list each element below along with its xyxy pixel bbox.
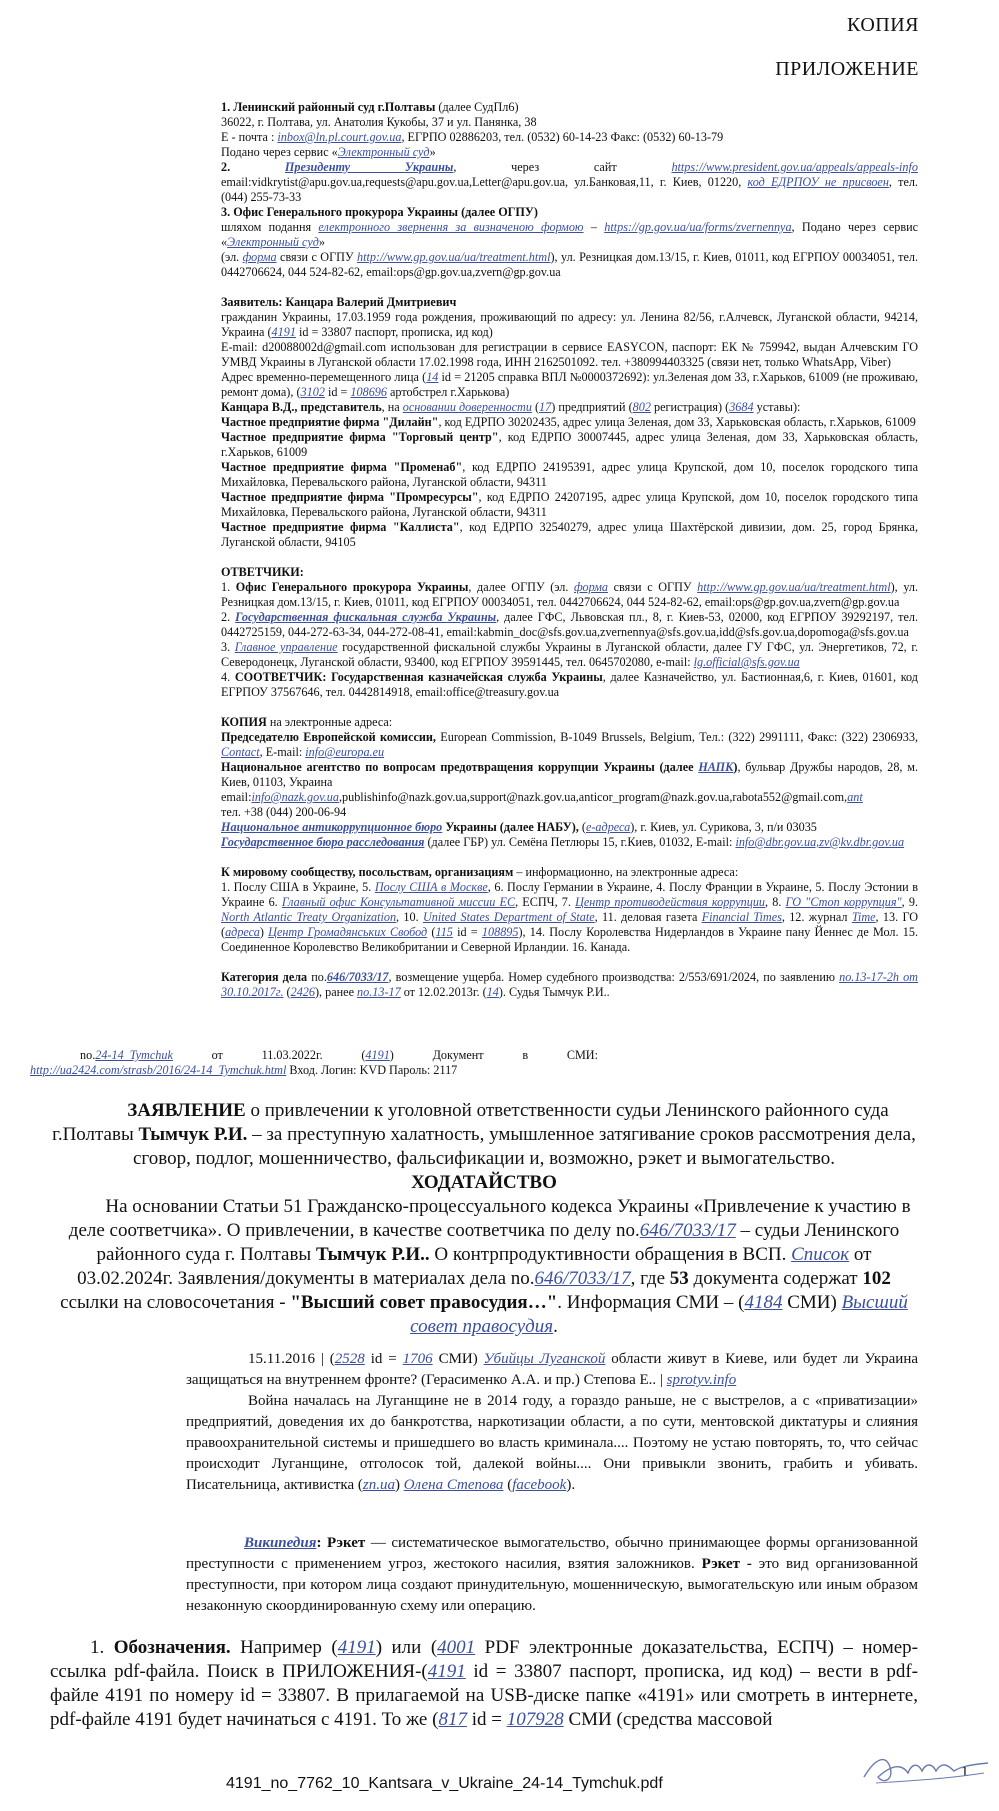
applicant-title: Заявитель: Канцара Валерий Дмитриевич — [221, 295, 457, 309]
media-url-line: http://ua2424.com/strasb/2016/24-14_Tymchuk.html Вход. Логин: KVD Пароль: 2117 — [30, 1063, 458, 1077]
quote-lugansk-header: 15.11.2016 | (2528 id = 1706 СМИ) Убийцы Луганской области живут в Киеве, или будет ли Украина защищаться на внутреннем фронте? (Герасименко А.А. и пр.) Степова Е.. | sprotyv.info — [186, 1351, 919, 1388]
page-number: 1 — [961, 1764, 969, 1780]
gfs-link[interactable]: Государственная фискальная служба Украины — [235, 610, 497, 624]
gu-gfs-email-link[interactable]: lg.official@sfs.gov.ua — [693, 655, 800, 669]
world-list: 1. Послу США в Украине, 5. Послу США в Москве, 6. Послу Германии в Украине, 4. Послу Франции в Украине, 5. Послу Эстонии в Украине 6. Главный офис Консультативной миссии ЕС, ЕСПЧ, 7. Центр противодействия коррупции, 8. ГО "Стоп коррупция", 9. North Atlantic Treaty Organization, 10. United States Department of State, 11. деловая газета Financial Times, 12. журнал Time, 13. ГО (адреса) Центр Громадянських Свобод (115 id = 108895), 14. Послу Королевства Нидерландов в Украине пану Йеннес де Мол. 15. Соединенное Королевство Великобритании и Северной Ирландии. 16. Канада. — [221, 880, 919, 954]
ref-4191-link-2[interactable]: 4191 — [365, 1048, 390, 1062]
ogpu-contacts: (эл. форма связи с ОГПУ http://www.gp.gov.ua/ua/treatment.html), ул. Резницкая дом.13/15, г. Киев, 01011, код ЕГРПОУ 00034051, тел. 0442706624, 044 524-82-62, email:ops@gp.gov.ua,zvern@gp.gov.ua — [221, 250, 919, 279]
stop-corruption-link[interactable]: ГО "Стоп коррупция" — [785, 895, 902, 909]
copy-stamp: КОПИЯ — [846, 14, 919, 36]
president-block: 2. Президенту Украины, через сайт https://www.president.gov.ua/appeals/appeals-info email:vidkrytist@apu.gov.ua,requests@apu.gov.ua,Letter@apu.gov.ua, ул.Банковая,11, г. Киев, 01220, код ЕДРПОУ не присвоен, тел. (044) 255-73-33 — [221, 160, 918, 204]
petition-heading: ХОДАТАЙСТВО — [411, 1172, 557, 1193]
napk-link[interactable]: НАПК — [698, 760, 734, 774]
footer-filename: 4191_no_7762_10_Kantsara_v_Ukraine_24-14_Tymchuk.pdf — [226, 1775, 663, 1792]
facebook-link[interactable]: facebook — [512, 1477, 567, 1493]
ref-817-link[interactable]: 817 — [438, 1709, 467, 1730]
financial-times-link[interactable]: Financial Times — [701, 910, 782, 924]
ref-108696-link[interactable]: 108696 — [350, 385, 387, 399]
ogpu-el-form-link[interactable]: форма — [242, 250, 277, 264]
quote-lugansk — [186, 1349, 918, 1496]
designations-section — [50, 1636, 918, 1732]
defendant-1: 1. Офис Генерального прокурора Украины, далее ОГПУ (эл. форма связи с ОГПУ http://www.gp.gov.ua/ua/treatment.html), ул. Резницкая дом.13/15, г. Киев, 01011, код ЕГРПОУ 00034051, тел. 0442706624, 044 524-82-62, email:ops@gp.gov.ua,zvern@gp.gov.ua — [221, 580, 919, 609]
ref-2426-link[interactable]: 2426 — [290, 985, 315, 999]
court-contacts: E - почта : inbox@ln.pl.court.gov.ua, ЕГРПО 02886203, тел. (0532) 60-14-23 Факс: (0532) 60-13-79 — [221, 130, 724, 144]
defendant-4: 4. СООТВЕТЧИК: Государственная казначейская служба Украины, далее Казначейство, ул. Бастионная,6, г. Киев, 01601, код ЕГРПОУ 37567646, тел. 0442814918, email:office@treasury.gov.ua — [221, 670, 918, 699]
representative-line: Канцара В.Д., представитель, на основании доверенности (17) предприятий (802 регистрация) (3684 уставы): — [221, 400, 801, 414]
olena-stepova-link[interactable]: Олена Степова — [403, 1477, 504, 1493]
copy-napk-email: email:info@nazk.gov.ua,publishinfo@nazk.gov.ua,support@nazk.gov.ua,anticor_program@nazk.gov.ua,rabota552@gmail.com,ant — [221, 790, 863, 804]
napk-email-link[interactable]: info@nazk.gov.ua — [251, 790, 339, 804]
president-site-link[interactable]: https://www.president.gov.ua/appeals/appeals-info — [671, 160, 918, 174]
case-category: Категория дела по.646/7033/17, возмещение ущерба. Номер судебного производства: 2/553/691/2024, по заявлению no.13-17-2h от 30.10.2017г. (2426), ранее no.13-17 от 12.02.2013г. (14). Судья Тымчук Р.И.. — [221, 970, 918, 999]
e-court-link[interactable]: Электронный суд — [337, 145, 430, 159]
court-address: 36022, г. Полтава, ул. Анатолия Кукобы, 37 и ул. Панянка, 38 — [221, 115, 537, 129]
firm-4: Частное предприятие фирма "Промресурсы", код ЕДРПО 24207195, адрес улица Крупской, дом 10, поселок городского типа Михайловка, Перевальского района, Луганской области, 94311 — [221, 490, 918, 519]
ref-2528-link[interactable]: 2528 — [334, 1351, 365, 1367]
defendant-2: 2. Государственная фискальная служба Украины, далее ГФС, Львовская пл., 8, г. Киев-53, 02000, код ЕГРПОУ 39292197, тел. 0442725159, 044-272-63-34, 044-272-08-41, email:kabmin_doc@sfs.gov.ua,zvernennya@sfs.gov.ua,idd@sfs.gov.ua,dopomoga@sfs.gov.ua — [221, 610, 918, 639]
copy-title: КОПИЯ на электронные адреса: — [221, 715, 393, 729]
case-646-link-2[interactable]: 646/7033/17 — [639, 1220, 736, 1241]
list-link[interactable]: Список — [791, 1244, 850, 1265]
ogpu-form-link[interactable]: електронного звернення за визначеною формою — [318, 220, 584, 234]
us-moscow-link[interactable]: Послу США в Москве — [374, 880, 488, 894]
nabu-addresses-link[interactable]: e-адреса — [585, 820, 631, 834]
ogpu-treatment-url[interactable]: http://www.gp.gov.ua/ua/treatment.html — [357, 250, 551, 264]
designations-text: 1. Обозначения. Например (4191) или (4001 PDF электронные доказательства, ЕСПЧ) – номер-ссылка pdf-файла. Поиск в ПРИЛОЖЕНИЯ-(4191 id = 33807 паспорт, прописка, ид код) – вести в pdf-файле 4191 по номеру id = 33807. В прилагаемой на USB-диске папке «4191» или смотреть в интернете, pdf-файле 4191 будет начинаться с 4191. То же (817 id = 107928 СМИ (средства массовой — [50, 1637, 918, 1730]
zn-ua-link[interactable]: zn.ua — [362, 1477, 395, 1493]
ref-14-link[interactable]: 14 — [426, 370, 439, 384]
gu-gfs-link[interactable]: Главное управление — [234, 640, 338, 654]
appendix-title: ПРИЛОЖЕНИЕ — [775, 58, 919, 80]
ref-14-link-2[interactable]: 14 — [486, 985, 499, 999]
claim-13-17-2h-link[interactable]: no.13-17-2h от 30.10.2017г. — [221, 970, 918, 999]
ogpu-service-link[interactable]: Электронный суд — [227, 235, 319, 249]
case-646-link-3[interactable]: 646/7033/17 — [534, 1268, 631, 1289]
ref-3102-link[interactable]: 3102 — [300, 385, 325, 399]
tymchuk-doc-link[interactable]: 24-14_Tymchuk — [95, 1048, 173, 1062]
court-email-link[interactable]: inbox@ln.pl.court.gov.ua — [277, 130, 402, 144]
ref-108895-link[interactable]: 108895 — [481, 925, 519, 939]
ref-802-link[interactable]: 802 — [632, 400, 651, 414]
copy-gbr: Государственное бюро расследования (далее ГБР) ул. Семёна Петлюры 15, г.Киев, 01032, E-mail: info@dbr.gov.ua,zv@kv.dbr.gov.ua — [221, 835, 905, 849]
ogpu-form-line: шляхом подання електронного звернення за визначеною формою – https://gp.gov.ua/ua/forms/zvernennya, Подано через сервис «Электронный суд» — [221, 220, 919, 249]
firm-2: Частное предприятие фирма "Торговый центр", код ЕДРПО 30007445, адрес улица Зеленая, дом 33, Харьковская область, г.Харьков, 61009 — [221, 430, 918, 459]
petition-text: На основании Статьи 51 Гражданско-процессуального кодекса Украины «Привлечение к участию в деле соответчика». О привлечении, в качестве соответчика по делу no.646/7033/17 – судьи Ленинского районного суда г. Полтавы Тымчук Р.И.. О контрпродуктивности обращения в ВСП. Список от 03.02.2024г. Заявления/документы в материалах дела no.646/7033/17, где 53 документа содержат 102 ссылки на словосочетания - "Высший совет правосудия…". Информация СМИ – (4184 СМИ) Высший совет правосудия. — [60, 1196, 911, 1337]
ref-4001-link[interactable]: 4001 — [437, 1637, 476, 1658]
ref-17-link[interactable]: 17 — [539, 400, 552, 414]
ec-contact-link[interactable]: Contact — [221, 745, 260, 759]
civil-liberties-link[interactable]: Центр Громадянських Свобод — [268, 925, 428, 939]
gbr-link[interactable]: Государственное бюро расследования — [221, 835, 425, 849]
nabu-link[interactable]: Национальное антикоррупционное бюро — [221, 820, 443, 834]
ref-1706-link[interactable]: 1706 — [402, 1351, 433, 1367]
case-646-link[interactable]: 646/7033/17 — [326, 970, 389, 984]
firm-1: Частное предприятие фирма "Дилайн", код ЕДРПО 30202435, адрес улица Зеленая, дом 33, Харьковская область, г.Харьков, 61009 — [221, 415, 916, 429]
copy-napk: Национальное агентство по вопросам предотвращения коррупции Украины (далее НАПК), бульвар Дружбы народов, 28, м. Киев, 01103, Украина — [221, 760, 918, 789]
eu-mission-link[interactable]: Главный офис Консультативной миссии ЕС — [281, 895, 516, 909]
defendants-title: ОТВЕТЧИКИ: — [221, 565, 304, 579]
copy-nabu: Национальное антикоррупционное бюро Украины (далее НАБУ), (e-адреса), г. Киев, ул. Сурикова, 3, п/и 03035 — [221, 820, 817, 834]
gbr-email-link[interactable]: info@dbr.gov.ua,zv@kv.dbr.gov.ua — [735, 835, 905, 849]
high-council-justice-link[interactable]: Высший совет правосудия — [410, 1292, 908, 1337]
media-url-link[interactable]: http://ua2424.com/strasb/2016/24-14_Tymchuk.html — [30, 1063, 287, 1077]
president-link[interactable]: Президенту Украины — [284, 160, 454, 174]
ref-107928-link[interactable]: 107928 — [506, 1709, 564, 1730]
statement-section — [50, 1099, 918, 1339]
claim-13-17-link[interactable]: no.13-17 — [357, 985, 401, 999]
media-doc-line: no.24-14_Tymchuk от 11.03.2022г. (4191) Документ в СМИ: — [80, 1048, 598, 1062]
ogpu-title: 3. Офис Генерального прокурора Украины (далее ОГПУ) — [221, 205, 538, 219]
copy-ec: Председателю Европейской комиссии, European Commission, B-1049 Brussels, Belgium, Тел.: (322) 2991111, Факс: (322) 2306933, Contact, E-mail: info@europa.eu — [221, 730, 918, 759]
president-code-link[interactable]: код ЕДРПОУ не присвоен — [747, 175, 889, 189]
anticorruption-center-link[interactable]: Центр противодействия коррупции — [575, 895, 766, 909]
defendant-1-form-link[interactable]: форма — [574, 580, 608, 594]
applicant-line1: гражданин Украины, 17.03.1959 года рождения, проживающий по адресу: ул. Ленина 82/56, г.Алчевск, Луганской области, 94214, Украина (4191 id = 33807 паспорт, прописка, ид код) — [221, 310, 918, 339]
ref-4191-link[interactable]: 4191 — [271, 325, 296, 339]
wikipedia-link[interactable]: Википедия — [244, 1535, 317, 1551]
power-of-attorney-link[interactable]: основании доверенности — [402, 400, 532, 414]
ref-3684-link[interactable]: 3684 — [729, 400, 754, 414]
us-state-dept-link[interactable]: United States Department of State — [422, 910, 595, 924]
go-addresses-link[interactable]: адреса — [225, 925, 260, 939]
court-service: Подано через сервис «Электронный суд» — [221, 145, 436, 159]
defendant-1-url[interactable]: http://www.gp.gov.ua/ua/treatment.html — [697, 580, 891, 594]
applicant-line2: E-mail: d20088002d@gmail.com использован для регистрации в сервисе EASYCON, паспорт: ЕК № 759942, выдан Алчевским ГО УМВД Украины в Луганской области 17.02.1998 года, ИНН 2162501092. тел. +380994403325 (связи нет, только WhatsApp, Viber) — [221, 340, 918, 369]
addressee-block — [221, 100, 918, 1000]
signature-icon — [856, 1737, 996, 1797]
sprotyv-link[interactable]: sprotyv.info — [666, 1372, 737, 1388]
ogpu-form-url[interactable]: https://gp.gov.ua/ua/forms/zvernennya — [604, 220, 792, 234]
applicant-line3: Адрес временно-перемещенного лица (14 id = 21205 справка ВПЛ №0000372692): ул.Зеленая дом 33, г.Харьков, 61009 (не проживаю, ремонт дома), (3102 id = 108696 артобстрел г.Харькова) — [221, 370, 919, 399]
court-name: 1. Ленинский районный суд г.Полтавы (далее СудПл6) — [221, 100, 519, 114]
quote-lugansk-body: Война началась на Луганщине не в 2014 году, а гораздо раньше, не с выстрелов, а с «приватизации» предприятий, доведения их до банкротства, наркотизации области, а по сути, ментовской диктатуры и слияния правоохранительной системы и пришедшего во власть криминала.... Поэтому не устаю повторять, то, что сейчас происходит Луганщине, отголосок той, далекой войны.... Они привыкли звонить, грабить и убивать. Писательница, активистка (zn.ua) Олена Степова (facebook). — [186, 1393, 918, 1493]
lugansk-killers-link[interactable]: Убийцы Луганской — [483, 1351, 606, 1367]
nato-link[interactable]: North Atlantic Treaty Organization — [221, 910, 397, 924]
firm-3: Частное предприятие фирма "Променаб", код ЕДРПО 24195391, адрес улица Крупской, дом 10, поселок городского типа Михайловка, Перевальского района, Луганской области, 94311 — [221, 460, 918, 489]
time-link[interactable]: Time — [851, 910, 876, 924]
ref-4184-link[interactable]: 4184 — [744, 1292, 783, 1313]
statement-text: ЗАЯВЛЕНИЕ о привлечении к уголовной ответственности судьи Ленинского районного суда г.Полтавы Тымчук Р.И. – за преступную халатность, умышленное затягивание сроков рассмотрения дела, сговор, подлог, мошенничество, фальсификации и, возможно, рэкет и вымогательство. — [52, 1100, 916, 1169]
ref-115-link[interactable]: 115 — [435, 925, 453, 939]
ec-email-link[interactable]: info@europa.eu — [305, 745, 385, 759]
napk-email-link-2[interactable]: ant — [847, 790, 863, 804]
firm-5: Частное предприятие фирма "Каллиста", код ЕДРПО 32540279, адрес улица Шахтёрской дивизии, дом. 25, город Брянка, Луганской области, 94105 — [221, 520, 918, 549]
racket-definition: Википедия: Рэкет — систематическое вымогательство, обычно принимающее формы организованной преступности с применением угроз, жестокого насилия, взятия заложников. Рэкет - это вид организованной преступности, при котором лица создают принудительную, мошенническую, вымогательскую или иным образом незаконную скоординированную схему или операцию. — [186, 1535, 918, 1614]
ref-4191-link-3[interactable]: 4191 — [337, 1637, 376, 1658]
defendant-3: 3. Главное управление государственной фискальной службы Украины в Луганской области, далее ГУ ГФС, ул. Энергетиков, 72, г. Северодонецк, Луганской области, 93400, код ЕГРПОУ 39591445, тел. 0645702080, e-mail: lg.official@sfs.gov.ua — [221, 640, 918, 669]
quote-racket — [186, 1533, 918, 1617]
world-title: К мировому сообществу, посольствам, организациям – информационно, на электронные адреса: — [221, 865, 739, 879]
ref-4191-link-4[interactable]: 4191 — [427, 1661, 466, 1682]
copy-napk-tel: тел. +38 (044) 200-06-94 — [221, 805, 347, 819]
